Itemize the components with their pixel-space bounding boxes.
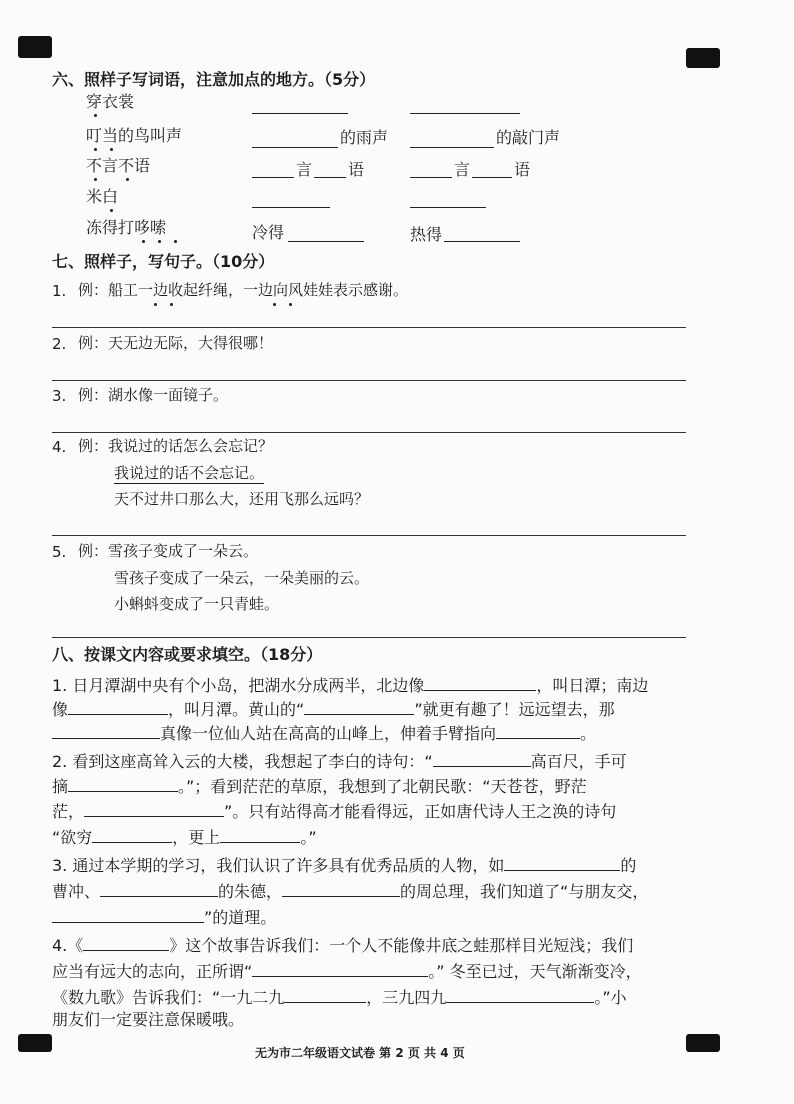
sec8-q4-text: 《数九歌》告诉我们：“一九二九	[52, 988, 285, 1007]
sec6-example-4: 米白	[86, 187, 119, 206]
sec6-end-3a: 语	[348, 160, 365, 179]
sec8-q4-line-4: 朋友们一定要注意保暖哦。	[52, 1010, 245, 1029]
registration-mark-top-right	[686, 48, 720, 68]
sec8-q1-blank-direction[interactable]	[496, 722, 580, 739]
sec8-q3-blank-zhude[interactable]	[100, 880, 218, 897]
sec8-q4-text: 。”小	[594, 988, 627, 1007]
emphasis-dot	[158, 240, 161, 243]
sec8-q1-text: 像	[52, 700, 69, 719]
sec8-q3-text: 曹冲、	[52, 882, 101, 901]
sec7-item-5-question: 小蝌蚪变成了一只青蛙。	[114, 595, 280, 613]
sec8-q4-text: 应当有远大的志向，正所谓“	[52, 962, 253, 981]
sec8-q4-line-2	[52, 960, 642, 980]
sec8-q1-text: 。	[580, 724, 597, 743]
sec8-q1-text: ”就更有趣了！远远望去，那	[414, 700, 615, 719]
sec7-item-2-num: 2.	[52, 335, 67, 353]
sec6-prefix-5a: 冷得	[252, 223, 285, 242]
sec6-mid-3b: 言	[454, 160, 471, 179]
sec6-blank-4a[interactable]	[252, 207, 330, 208]
sec8-q4-blank-shujiu-1[interactable]	[284, 986, 366, 1003]
sec8-q2-line-2	[52, 775, 587, 795]
emphasis-dot	[110, 148, 113, 151]
sec8-q4-blank-shujiu-2[interactable]	[446, 986, 594, 1003]
emphasis-dot	[154, 303, 157, 306]
sec7-item-4-sample-answer: 我说过的话不会忘记。	[114, 464, 265, 482]
sec8-q2-text: 2. 看到这座高耸入云的大楼，我想起了李白的诗句：“	[52, 752, 433, 771]
sec8-q3-text: 的	[620, 856, 637, 875]
sec6-example-1: 穿衣裳	[86, 92, 135, 111]
emphasis-dot	[273, 303, 276, 306]
sec7-item-4-question: 天不过井口那么大，还用飞那么远吗？	[114, 490, 370, 508]
emphasis-dot	[170, 303, 173, 306]
sec6-blank-2a[interactable]	[252, 147, 338, 148]
sec8-q4-blank-story[interactable]	[83, 934, 169, 951]
sec8-q2-line-1	[52, 750, 627, 770]
sec8-q3-blank-premier[interactable]	[282, 880, 400, 897]
sec8-q2-text: ”。只有站得高才能看得远，正如唐代诗人王之涣的诗句	[224, 802, 617, 821]
sec8-q3-text: 的周总理，我们知道了“与朋友交，	[400, 882, 649, 901]
sec6-blank-2b[interactable]	[410, 147, 494, 148]
sec6-suffix-2a: 的雨声	[340, 128, 389, 147]
sec8-q2-text: 茫，	[52, 802, 85, 821]
sec6-blank-4b[interactable]	[410, 207, 486, 208]
sec8-q3-line-2	[52, 880, 648, 900]
sec6-example-2: 叮当的鸟叫声	[86, 126, 183, 145]
sec6-end-3b: 语	[514, 160, 531, 179]
sec6-blank-3c[interactable]	[410, 177, 452, 178]
sec8-q4-line-1	[52, 934, 633, 954]
sec8-q2-text: 高百尺，手可	[530, 752, 627, 771]
sec8-q3-line-1	[52, 854, 636, 874]
sec8-q3-text: ”的道理。	[204, 908, 277, 927]
emphasis-dot	[110, 209, 113, 212]
sec6-blank-3a[interactable]	[252, 177, 294, 178]
sec7-item-5-num: 5.	[52, 543, 67, 561]
sec7-item-4-example: 例：我说过的话怎么会忘记？	[78, 437, 274, 455]
sec8-q1-line-2	[52, 698, 615, 718]
sec8-q1-blank-stone[interactable]	[52, 722, 160, 739]
sec6-blank-1b[interactable]	[410, 113, 520, 114]
sec7-answer-line-4[interactable]	[52, 535, 686, 536]
sec7-item-5-example: 例：雪孩子变成了一朵云。	[78, 542, 259, 560]
section-8-title: 八、按课文内容或要求填空。（18分）	[52, 645, 323, 664]
emphasis-dot	[94, 114, 97, 117]
sec6-blank-1a[interactable]	[252, 113, 348, 114]
sec7-item-5-sample-answer: 雪孩子变成了一朵云，一朵美丽的云。	[114, 569, 370, 587]
sec8-q2-line-4	[52, 826, 317, 846]
emphasis-dot	[94, 178, 97, 181]
sec8-q4-text: 。” 冬至已过，天气渐渐变冷，	[428, 962, 642, 981]
sec6-prefix-5b: 热得	[410, 225, 443, 244]
sec8-q1-blank-north[interactable]	[424, 674, 536, 691]
sec8-q1-blank-south[interactable]	[68, 698, 168, 715]
sec7-item-3-num: 3.	[52, 387, 67, 405]
registration-mark-bottom-right	[686, 1034, 720, 1052]
sec8-q1-blank-huangshan[interactable]	[304, 698, 414, 715]
sec8-q4-text: 》这个故事告诉我们：一个人不能像井底之蛙那样目光短浅；我们	[169, 936, 634, 955]
sec8-q4-text: ，三九四九	[366, 988, 447, 1007]
sec6-suffix-2b: 的敲门声	[496, 128, 561, 147]
sec8-q4-blank-saying[interactable]	[252, 960, 428, 977]
sec8-q2-blank-folk-song[interactable]	[84, 800, 224, 817]
sec8-q3-text: 3. 通过本学期的学习，我们认识了许多具有优秀品质的人物，如	[52, 856, 505, 875]
sec8-q4-text: 4.《	[52, 936, 84, 955]
page-footer: 无为市二年级语文试卷 第 2 页 共 4 页	[255, 1046, 465, 1060]
sec7-item-3-example: 例：湖水像一面镜子。	[78, 386, 229, 404]
sec6-example-3: 不言不语	[86, 156, 151, 175]
sec8-q1-text: ，叫日潭；南边	[536, 676, 649, 695]
sec8-q2-text: ，更上	[172, 828, 221, 847]
sec8-q2-text: 。”；看到茫茫的草原，我想到了北朝民歌：“天苍苍，野茫	[178, 777, 587, 796]
sec7-answer-line-1[interactable]	[52, 327, 686, 328]
emphasis-dot	[142, 240, 145, 243]
sec8-q1-line-3	[52, 722, 596, 742]
sec7-answer-line-2[interactable]	[52, 380, 686, 381]
emphasis-dot	[174, 240, 177, 243]
sec8-q2-blank-poem-1[interactable]	[433, 750, 531, 767]
sec8-q2-line-3	[52, 800, 616, 820]
sec6-mid-3a: 言	[296, 160, 313, 179]
sec7-answer-line-3[interactable]	[52, 432, 686, 433]
sec6-blank-5b[interactable]	[444, 241, 520, 242]
sec8-q4-line-3	[52, 986, 627, 1006]
sec8-q3-blank-caochong[interactable]	[504, 854, 620, 871]
sec6-blank-3b[interactable]	[314, 177, 346, 178]
sec8-q2-blank-poem-2[interactable]	[68, 775, 178, 792]
sec8-q3-line-3	[52, 906, 276, 926]
emphasis-dot	[94, 148, 97, 151]
sec6-blank-5a[interactable]	[288, 241, 364, 242]
sec8-q3-blank-friends[interactable]	[52, 906, 204, 923]
sec8-q2-blank-wang-1[interactable]	[92, 826, 172, 843]
registration-mark-top-left	[18, 36, 52, 58]
sec7-item-2-example: 例：天无边无际，大得很哪！	[78, 334, 274, 352]
sec7-item-1-example: 例：船工一边收起纤绳，一边向风娃娃表示感谢。	[78, 281, 409, 299]
emphasis-dot	[289, 303, 292, 306]
sec6-example-5: 冻得打哆嗦	[86, 218, 167, 237]
registration-mark-bottom-left	[18, 1034, 52, 1052]
sec8-q3-text: 的朱德，	[218, 882, 283, 901]
sec8-q2-blank-wang-2[interactable]	[220, 826, 300, 843]
sec6-blank-3d[interactable]	[472, 177, 512, 178]
sec8-q2-text: 。”	[300, 828, 317, 847]
section-7-title: 七、照样子，写句子。（10分）	[52, 252, 275, 271]
sec8-q1-text: ，叫月潭。黄山的“	[168, 700, 305, 719]
sec7-answer-line-5[interactable]	[52, 637, 686, 638]
sec8-q1-text: 1. 日月潭湖中央有个小岛，把湖水分成两半，北边像	[52, 676, 425, 695]
emphasis-dot	[126, 178, 129, 181]
sec8-q2-text: 摘	[52, 777, 69, 796]
sec8-q1-line-1	[52, 674, 648, 694]
sec7-item-4-num: 4.	[52, 438, 67, 456]
sec8-q2-text: “欲穷	[52, 828, 93, 847]
sec8-q1-text: 真像一位仙人站在高高的山峰上，伸着手臂指向	[160, 724, 497, 743]
sec7-item-1-num: 1.	[52, 282, 67, 300]
section-6-title: 六、照样子写词语，注意加点的地方。（5分）	[52, 70, 376, 89]
